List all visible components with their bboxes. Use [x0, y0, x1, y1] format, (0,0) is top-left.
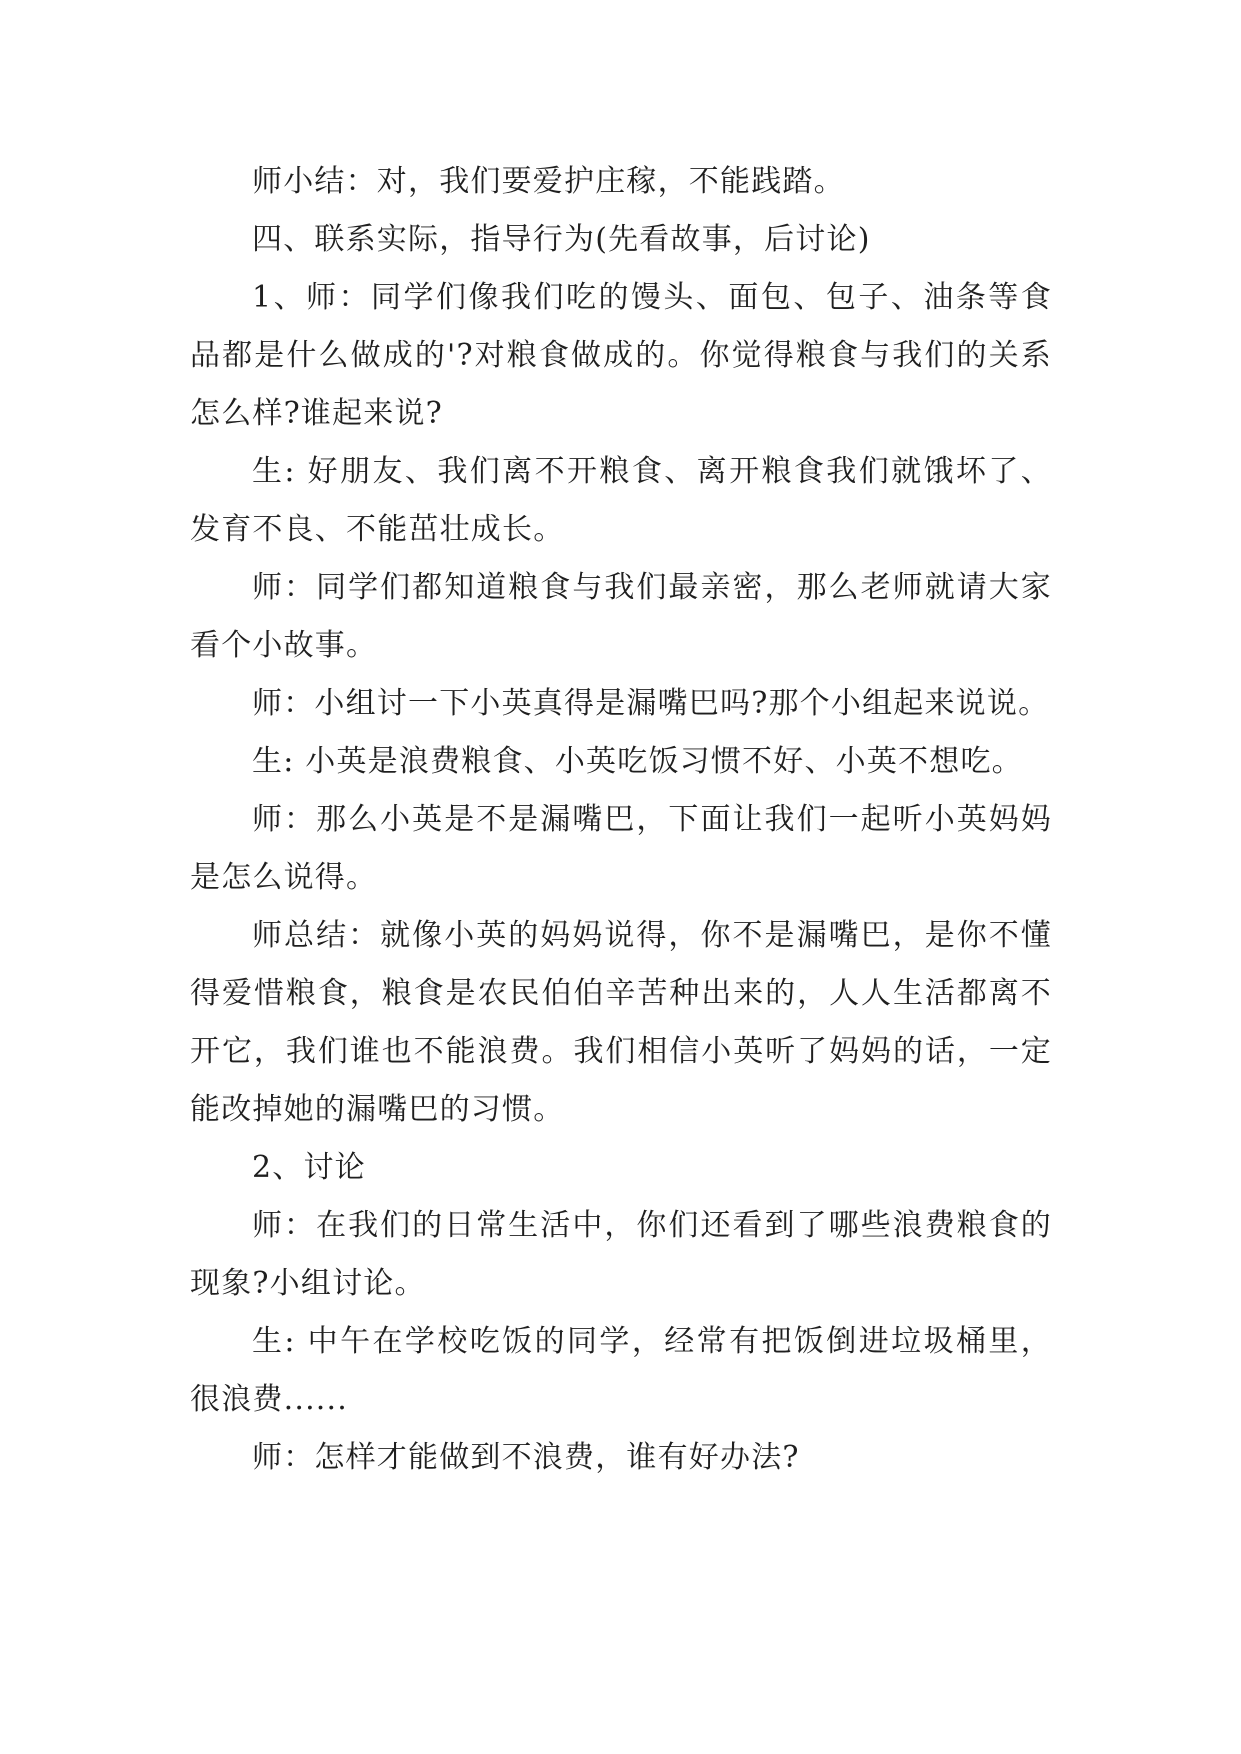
document-body: [190, 153, 1052, 1487]
paragraph-student-answer-1: 生: 好朋友、我们离不开粮食、离开粮食我们就饿坏了、发育不良、不能茁壮成长。: [190, 454, 1052, 547]
paragraph-summary: 师小结：对，我们要爱护庄稼，不能践踏。: [252, 164, 845, 199]
paragraph-teacher-mother-story: 师：那么小英是不是漏嘴巴，下面让我们一起听小英妈妈是怎么说得。: [190, 802, 1052, 895]
paragraph-teacher-question-1: 1、师：同学们像我们吃的馒头、面包、包子、油条等食品都是什么做成的'?对粮食做成的。你觉得粮食与我们的关系怎么样?谁起来说?: [190, 280, 1052, 431]
paragraph-teacher-conclusion: 师总结：就像小英的妈妈说得，你不是漏嘴巴，是你不懂得爱惜粮食，粮食是农民伯伯辛苦种出来的，人人生活都离不开它，我们谁也不能浪费。我们相信小英听了妈妈的话，一定能改掉她的漏嘴巴的习惯。: [190, 918, 1052, 1127]
paragraph-teacher-question-2: 师：在我们的日常生活中，你们还看到了哪些浪费粮食的现象?小组讨论。: [190, 1208, 1052, 1301]
subsection-heading-discussion: 2、讨论: [252, 1150, 366, 1185]
paragraph-student-answer-2: 生: 小英是浪费粮食、小英吃饭习惯不好、小英不想吃。: [252, 744, 1023, 779]
paragraph-teacher-story-intro: 师：同学们都知道粮食与我们最亲密，那么老师就请大家看个小故事。: [190, 570, 1052, 663]
paragraph-teacher-question-3: 师：怎样才能做到不浪费，谁有好办法?: [252, 1440, 800, 1475]
paragraph-teacher-group-discussion: 师：小组讨一下小英真得是漏嘴巴吗?那个小组起来说说。: [252, 686, 1050, 721]
section-heading-four: 四、联系实际，指导行为(先看故事，后讨论): [252, 222, 871, 257]
paragraph-student-answer-3: 生: 中午在学校吃饭的同学，经常有把饭倒进垃圾桶里，很浪费......: [190, 1324, 1052, 1417]
